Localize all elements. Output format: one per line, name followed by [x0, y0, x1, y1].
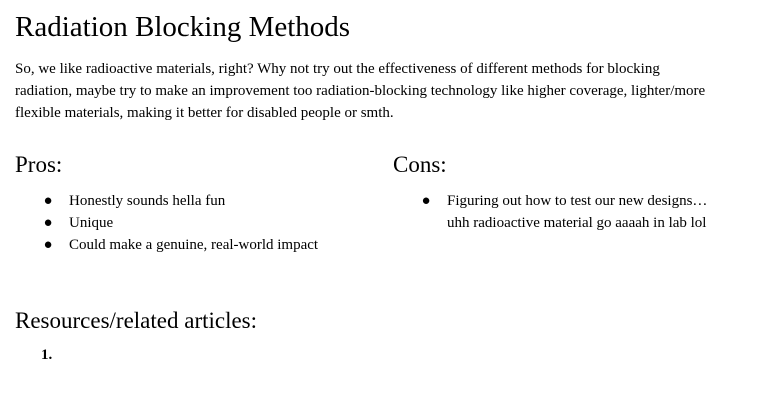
- cons-heading: Cons:: [393, 152, 447, 177]
- bullet-icon: ●: [43, 215, 53, 231]
- pros-list-item: [15, 234, 325, 256]
- cons-list: [393, 190, 713, 234]
- bullet-icon: ●: [421, 193, 431, 209]
- pros-item-text: Honestly sounds hella fun: [69, 193, 226, 209]
- pros-item-text: Could make a genuine, real-world impact: [69, 237, 319, 253]
- pros-list: [15, 190, 325, 256]
- resources-heading: Resources/related articles:: [15, 308, 258, 333]
- pros-item-text: Unique: [69, 215, 114, 231]
- pros-list-item: [15, 212, 325, 234]
- pros-list-item: [15, 190, 325, 212]
- bullet-icon: ●: [43, 193, 53, 209]
- resources-list: [15, 344, 52, 366]
- resources-list-item: 1.: [41, 347, 53, 363]
- intro-paragraph: So, we like radioactive materials, right? Why not try out the effectiveness of different methods for blocking radiation, maybe try to make an improvement too radiation-blocking technology like higher coverage, lighter/more flexible materials, making it better for disabled people or smth.: [15, 61, 706, 121]
- page-title: Radiation Blocking Methods: [15, 11, 351, 43]
- cons-item-text: Figuring out how to test our new designs… uhh radioactive material go aaaah in lab lol: [447, 193, 708, 231]
- pros-heading: Pros:: [15, 152, 63, 177]
- bullet-icon: ●: [43, 237, 53, 253]
- cons-list-item: [393, 190, 713, 234]
